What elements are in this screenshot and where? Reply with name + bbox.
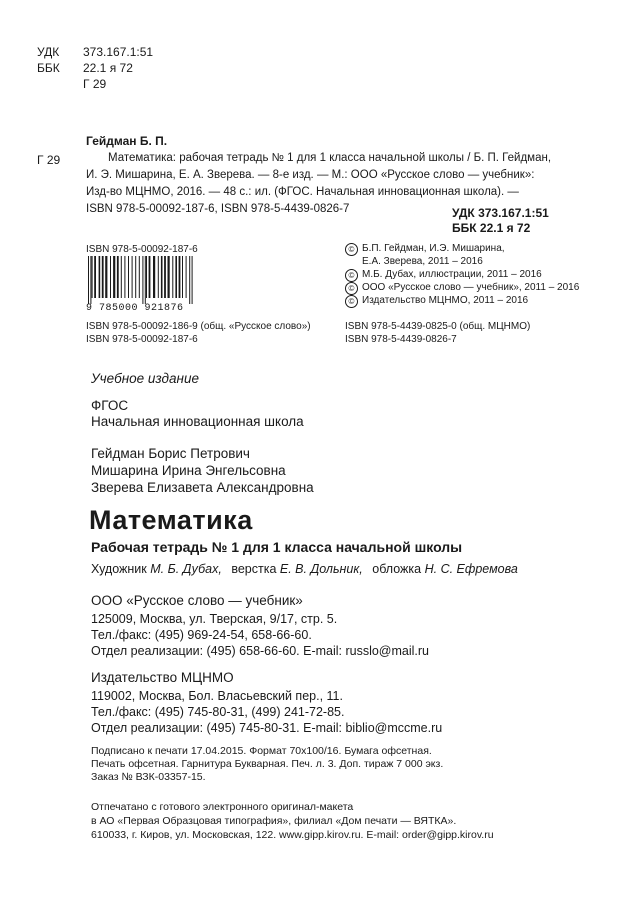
barcode-bar	[172, 256, 173, 298]
credit-artist-name: М. Б. Дубах,	[150, 562, 222, 576]
barcode-bar	[124, 256, 125, 298]
credit-cover-label: обложка	[372, 562, 422, 576]
publisher-phone: Тел./факс: (495) 969-24-54, 658-66-60.	[91, 628, 312, 642]
authors-list	[91, 445, 314, 496]
publisher-phone: Тел./факс: (495) 745-80-31, (499) 241-72-85.	[91, 705, 345, 719]
barcode-guard-bar	[145, 256, 146, 304]
printer-info	[91, 800, 494, 842]
print-info-line: Печать офсетная. Гарнитура Букварная. Печ. л. 3. Доп. тираж 7 000 экз.	[91, 758, 444, 770]
author-mark: Г 29	[83, 77, 107, 91]
publisher-address: 125009, Москва, ул. Тверская, 9/17, стр. 5.	[91, 612, 338, 626]
copyright-line: ООО «Русское слово — учебник», 2011 – 2016	[362, 281, 580, 293]
copyright-icon: ©	[345, 269, 358, 282]
copyright-icon: ©	[345, 243, 358, 256]
publisher-sales: Отдел реализации: (495) 658-66-60. E-mail: russlo@mail.ru	[91, 644, 430, 658]
barcode-bar	[168, 256, 170, 298]
barcode-guard-bar	[90, 256, 91, 304]
udk-value: 373.167.1:51	[83, 45, 154, 59]
publisher-name: Издательство МЦНМО	[91, 670, 234, 685]
barcode-guard-bar	[142, 256, 143, 304]
copyright-line: Б.П. Гейдман, И.Э. Мишарина,	[362, 243, 505, 255]
isbn-line: ISBN 978-5-00092-186-9 (общ. «Русское слово»)	[86, 321, 311, 332]
barcode-bar	[117, 256, 119, 298]
bbk-label: ББК	[37, 61, 60, 75]
printer-info-line: 610033, г. Киров, ул. Московская, 122. www.gipp.kirov.ru. E-mail: order@gipp.kirov.ru	[91, 829, 494, 841]
publisher-name: ООО «Русское слово — учебник»	[91, 593, 303, 608]
credit-layout-name: Е. В. Дольник,	[279, 562, 363, 576]
printer-info-line: Отпечатано с готового электронного оригинал-макета	[91, 801, 354, 813]
print-info	[91, 745, 443, 784]
catalog-line: Изд-во МЦНМО, 2016. — 48 с.: ил. (ФГОС. Начальная инновационная школа). —	[86, 186, 519, 198]
barcode	[86, 256, 214, 304]
barcode-bar	[146, 256, 147, 298]
barcode-digits: 9 785000 921876	[86, 303, 184, 314]
isbn-line: ISBN 978-5-4439-0826-7	[345, 334, 457, 345]
publisher-address: 119002, Москва, Бол. Власьевский пер., 11.	[91, 689, 343, 703]
printer-info-line: в АО «Первая Образцовая типография», филиал «Дом печати — ВЯТКА».	[91, 815, 457, 827]
barcode-bar	[139, 256, 140, 298]
barcode-bar	[186, 256, 187, 298]
copyright-line: Е.А. Зверева, 2011 – 2016	[362, 256, 483, 267]
barcode-bar	[113, 256, 115, 298]
top-classification	[37, 44, 153, 92]
udk-label: УДК	[37, 45, 60, 59]
print-info-line: Заказ № ВЗК-03357-15.	[91, 771, 206, 783]
barcode-bar	[164, 256, 166, 298]
publisher-1	[91, 593, 429, 659]
author-name: Мишарина Ирина Энгельсовна	[91, 463, 286, 478]
barcode-bar	[132, 256, 133, 298]
copyright-block	[345, 243, 579, 308]
catalog-udk: УДК 373.167.1:51	[452, 206, 549, 220]
barcode-bar	[102, 256, 104, 298]
copyright-line: М.Б. Дубах, иллюстрации, 2011 – 2016	[362, 268, 542, 280]
barcode-guard-bar	[189, 256, 190, 304]
barcode-bar	[175, 256, 177, 298]
author-name: Гейдман Борис Петрович	[91, 446, 250, 461]
barcode-bar	[128, 256, 129, 298]
catalog-line: Математика: рабочая тетрадь № 1 для 1 класса начальной школы / Б. П. Гейдман,	[108, 152, 552, 164]
credits	[91, 562, 518, 576]
barcode-bar	[110, 256, 111, 298]
book-title: Математика	[89, 505, 253, 535]
isbn-right	[345, 320, 530, 346]
barcode-bar	[182, 256, 183, 298]
bbk-value: 22.1 я 72	[83, 61, 133, 75]
catalog-bbk: ББК 22.1 я 72	[452, 221, 531, 235]
catalog-line: ISBN 978-5-00092-187-6, ISBN 978-5-4439-0826-7	[86, 203, 350, 215]
barcode-bar	[105, 256, 107, 298]
isbn-left	[86, 320, 311, 346]
publisher-sales: Отдел реализации: (495) 745-80-31. E-mail: biblio@mccme.ru	[91, 721, 443, 735]
edition-type: Учебное издание	[91, 371, 199, 386]
isbn-line: ISBN 978-5-00092-187-6	[86, 334, 198, 345]
barcode-bar	[92, 256, 93, 298]
book-subtitle: Рабочая тетрадь № 1 для 1 класса начальной школы	[91, 539, 463, 555]
barcode-bar	[153, 256, 155, 298]
credit-artist-label: Художник	[91, 562, 147, 576]
barcode-bars	[86, 256, 214, 304]
catalog-author: Гейдман Б. П.	[86, 134, 168, 148]
barcode-guard-bar	[192, 256, 193, 304]
barcode-bar	[99, 256, 101, 298]
barcode-guard-bar	[88, 256, 89, 304]
catalog-line: И. Э. Мишарина, Е. А. Зверева. — 8-е изд. — М.: ООО «Русское слово — учебник»:	[86, 169, 535, 181]
copyright-line: Издательство МЦНМО, 2011 – 2016	[362, 294, 529, 306]
publisher-2	[91, 670, 442, 736]
barcode-bar	[94, 256, 96, 298]
barcode-isbn-label: ISBN 978-5-00092-187-6	[86, 244, 198, 255]
edition-series-2: Начальная инновационная школа	[91, 414, 304, 429]
author-name: Зверева Елизавета Александровна	[91, 480, 314, 495]
edition-series-1: ФГОС	[91, 398, 129, 413]
barcode-bar	[135, 256, 136, 298]
copyright-icon: ©	[345, 282, 358, 295]
copyright-icon: ©	[345, 295, 358, 308]
barcode-bar	[158, 256, 159, 298]
barcode-bar	[121, 256, 122, 298]
barcode-bar	[179, 256, 181, 298]
credit-cover-name: Н. С. Ефремова	[424, 562, 518, 576]
barcode-bar	[149, 256, 151, 298]
credit-layout-label: верстка	[231, 562, 277, 576]
print-info-line: Подписано к печати 17.04.2015. Формат 70x100/16. Бумага офсетная.	[91, 745, 432, 757]
isbn-line: ISBN 978-5-4439-0825-0 (общ. МЦНМО)	[345, 321, 531, 332]
barcode-bar	[161, 256, 163, 298]
catalog-side-mark: Г 29	[37, 153, 61, 167]
